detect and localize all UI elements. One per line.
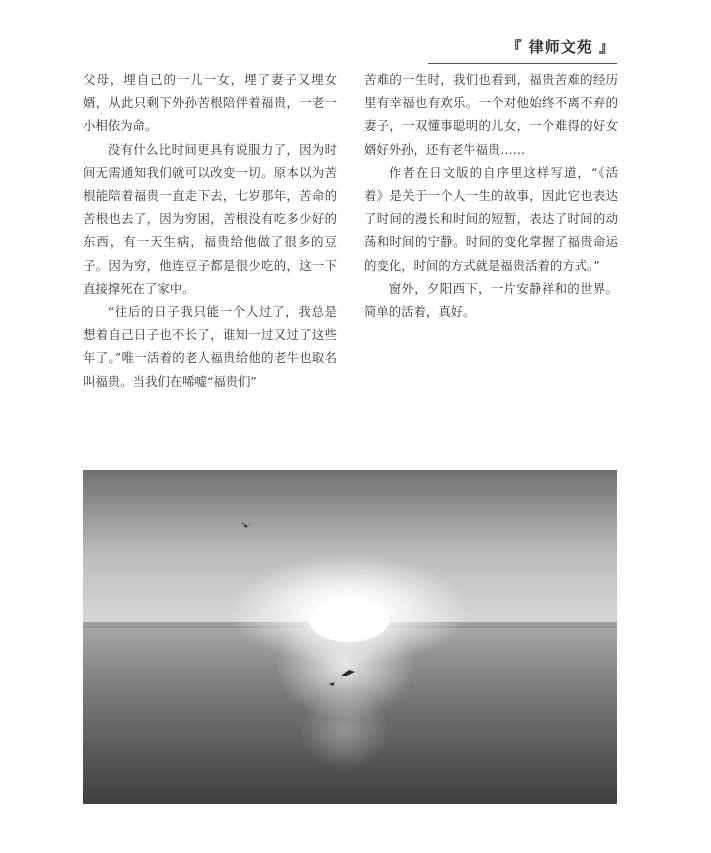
paragraph: 窗外，夕阳西下，一片安静祥和的世界。简单的活着，真好。	[364, 280, 618, 320]
section-header: 『 律师文苑 』	[506, 38, 615, 56]
paragraph: 父母，埋自己的一儿一女，埋了妻子又埋女婿，从此只剩下外孙苦根陪伴着福贵，一老一小相依为命。	[83, 72, 337, 134]
sunset-photo-image	[83, 470, 617, 804]
right-column	[364, 68, 618, 323]
left-column	[83, 68, 337, 393]
paragraph: 作者在日文版的自序里这样写道，“《活着》是关于一个人一生的故事，因此它也表达了时间的漫长和时间的短暂，表达了时间的动荡和时间的宁静。时间的变化掌握了福贵命运的变化，时间的方式就是福贵活着的方式。”	[364, 164, 618, 273]
paragraph: 苦难的一生时，我们也看到，福贵苦难的经历里有幸福也有欢乐。一个对他始终不离不弃的妻子，一双懂事聪明的儿女，一个难得的好女婿好外孙，还有老牛福贵……	[364, 72, 618, 157]
paragraph: 没有什么比时间更具有说服力了，因为时间无需通知我们就可以改变一切。原本以为苦根能陪着福贵一直走下去，七岁那年，苦命的苦根也去了，因为穷困，苦根没有吃多少好的东西，有一天生病，福贵给他做了很多的豆子。因为穷，他连豆子都是很少吃的，这一下直接撑死在了家中。	[83, 141, 337, 296]
header-divider	[428, 63, 617, 64]
sunset-photo	[83, 470, 617, 804]
paragraph: “往后的日子我只能一个人过了，我总是想着自己日子也不长了，谁知一过又过了这些年了。”唯一活着的老人福贵给他的老牛也取名叫福贵。当我们在唏嘘“福贵们”	[83, 304, 337, 389]
